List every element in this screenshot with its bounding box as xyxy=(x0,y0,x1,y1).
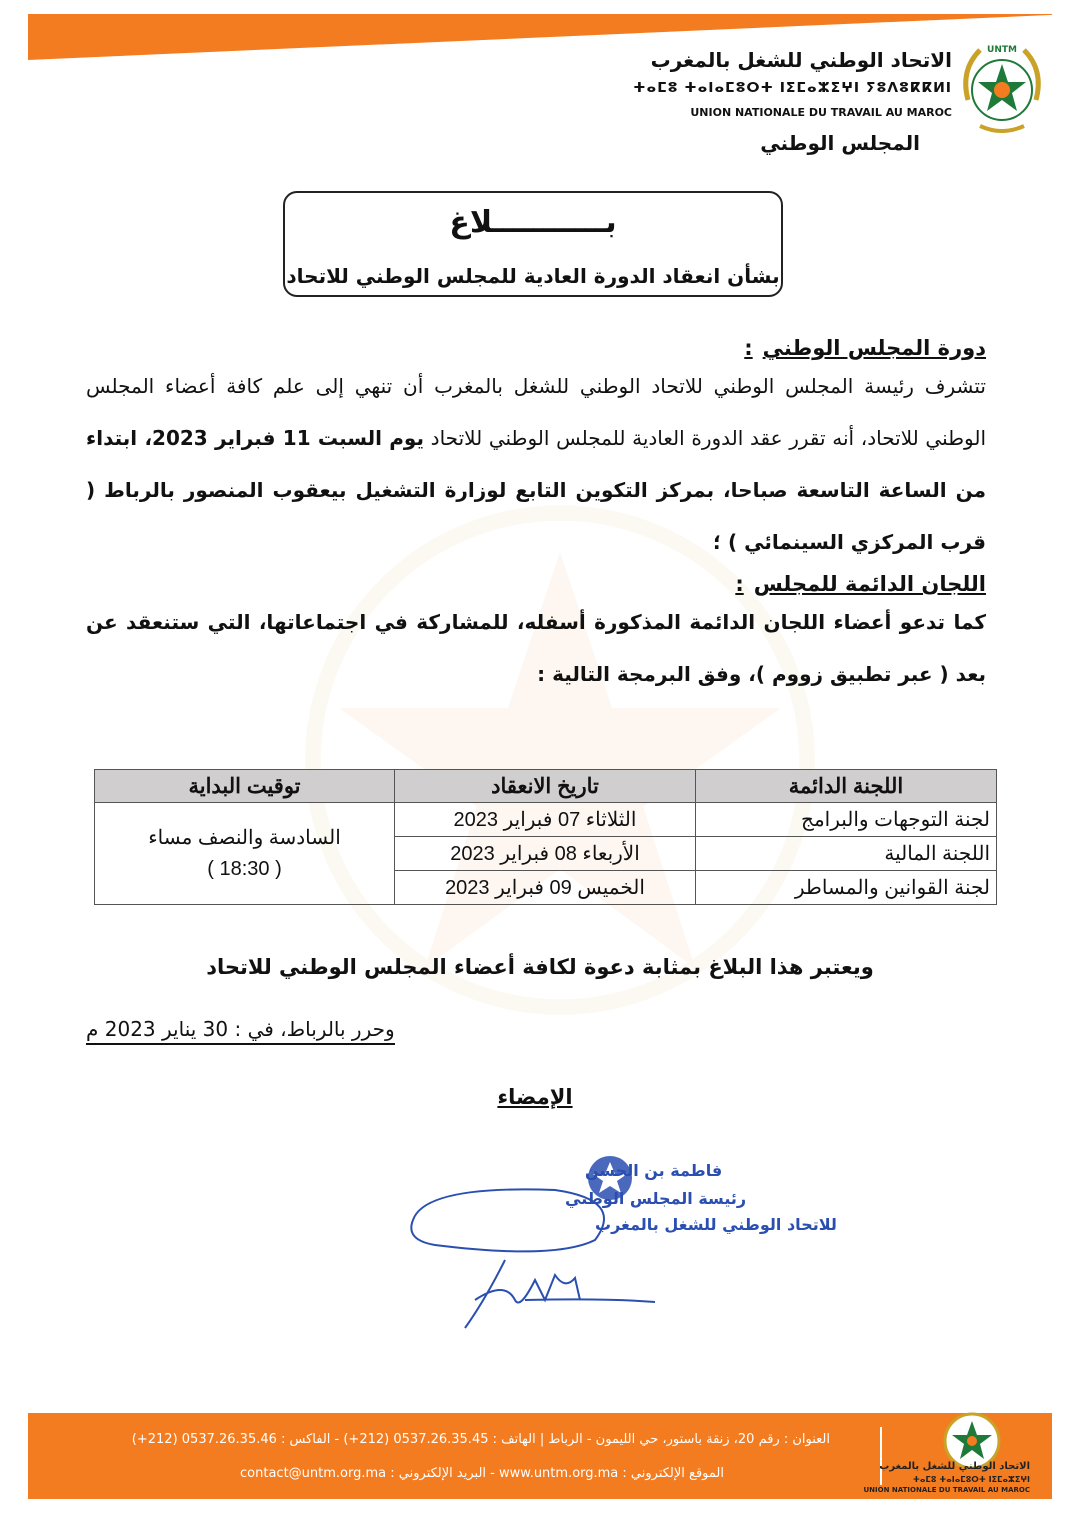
section1-colon: : xyxy=(744,336,753,360)
footer-web-email: الموقع الإلكتروني : www.untm.org.ma - البريد الإلكتروني : contact@untm.org.ma xyxy=(240,1466,724,1481)
header-committee: اللجنة الدائمة xyxy=(696,770,997,803)
document-title: بـــــــــــلاغ xyxy=(449,205,617,240)
paragraph-session xyxy=(86,360,986,568)
stamp-title-line1: رئيسة المجلس الوطني xyxy=(565,1189,747,1208)
closing-statement: ويعتبر هذا البلاغ بمثابة دعوة لكافة أعضاء المجلس الوطني للاتحاد xyxy=(206,955,874,979)
section1-heading-text: دورة المجلس الوطني xyxy=(762,336,986,360)
letterhead xyxy=(452,48,952,155)
start-time-value: ( 18:30 ) xyxy=(207,857,282,880)
footer-org-tifinagh: ⵜⴰⵎⵓ ⵜⴰⵏⴰⵎⵓⵔⵜ ⵏⵉⵎⴰⵣⵉⵖⵏ xyxy=(912,1475,1030,1484)
footer-org-french: UNION NATIONALE DU TRAVAIL AU MAROC xyxy=(863,1486,1030,1494)
paragraph-session-bold: يوم السبت 11 فبراير 2023، ابتداء من الساعة التاسعة صباحا، بمركز التكوين التابع لوزارة التشغيل بيعقوب المنصور بالرباط ( قرب المركزي السينمائي ) ؛ xyxy=(86,426,986,554)
signature-label: الإمضاء xyxy=(497,1085,573,1109)
section-heading-session xyxy=(86,336,986,360)
committee-cell: لجنة التوجهات والبرامج xyxy=(696,803,997,837)
footer-org-arabic: الاتحاد الوطني للشغل بالمغرب xyxy=(879,1461,1030,1472)
org-name-arabic: الاتحاد الوطني للشغل بالمغرب xyxy=(650,48,952,72)
schedule-table xyxy=(94,769,997,905)
section-heading-committees xyxy=(86,572,986,596)
stamp-title-line2: للاتحاد الوطني للشغل بالمغرب xyxy=(595,1215,837,1234)
date-cell: الخميس 09 فبراير 2023 xyxy=(395,871,696,905)
date-cell: الأربعاء 08 فبراير 2023 xyxy=(395,837,696,871)
logo-letters: UNTM xyxy=(987,45,1017,55)
table-header-row xyxy=(95,770,997,803)
start-time-cell xyxy=(95,803,395,905)
committee-cell: اللجنة المالية xyxy=(696,837,997,871)
footer-divider xyxy=(880,1427,882,1485)
org-name-tifinagh: ⵜⴰⵎⵓ ⵜⴰⵏⴰⵎⵓⵔⵜ ⵏⵉⵎⴰⵣⵉⵖⵏ ⵢⵓⴷⵓⴽⴽⵍⵏ xyxy=(633,80,952,96)
document-subtitle: بشأن انعقاد الدورة العادية للمجلس الوطني للاتحاد xyxy=(286,264,780,288)
header-start-time: توقيت البداية xyxy=(95,770,395,803)
place-and-date: وحرر بالرباط، في : 30 يناير 2023 م xyxy=(86,1017,395,1045)
stamp-name: فاطمة بن الحسن xyxy=(585,1161,723,1180)
document-body xyxy=(86,336,986,700)
committee-cell: لجنة القوانين والمساطر xyxy=(696,871,997,905)
table-row xyxy=(95,803,997,837)
title-box xyxy=(283,191,783,297)
date-cell: الثلاثاء 07 فبراير 2023 xyxy=(395,803,696,837)
official-stamp xyxy=(405,1150,837,1340)
section2-heading-text: اللجان الدائمة للمجلس xyxy=(753,572,986,596)
section2-colon: : xyxy=(735,572,744,596)
council-name: المجلس الوطني xyxy=(760,131,920,155)
signature-icon xyxy=(465,1260,655,1328)
paragraph-committees: كما تدعو أعضاء اللجان الدائمة المذكورة أسفله، للمشاركة في اجتماعاتها، التي ستنعقد عن بعد ( عبر تطبيق زووم )، وفق البرمجة التالية : xyxy=(86,610,986,686)
header-date: تاريخ الانعقاد xyxy=(395,770,696,803)
org-name-french: UNION NATIONALE DU TRAVAIL AU MAROC xyxy=(690,106,952,119)
untm-logo-icon xyxy=(960,40,1044,136)
footer-address: العنوان : رقم 20، زنقة باستور، حي الليمون - الرباط | الهاتف : 0537.26.35.45 (212+) - الفاكس : 0537.26.35.46 (212+) xyxy=(131,1432,830,1447)
paragraph-session-text: تتشرف رئيسة المجلس الوطني للاتحاد الوطني للشغل بالمغرب أن تنهي إلى علم كافة أعضاء المجلس الوطني للاتحاد، أنه تقرر عقد الدورة العادية للمجلس الوطني للاتحاد xyxy=(86,374,987,450)
start-time-text: السادسة والنصف مساء xyxy=(148,826,341,849)
footer-bar xyxy=(28,1413,1052,1499)
